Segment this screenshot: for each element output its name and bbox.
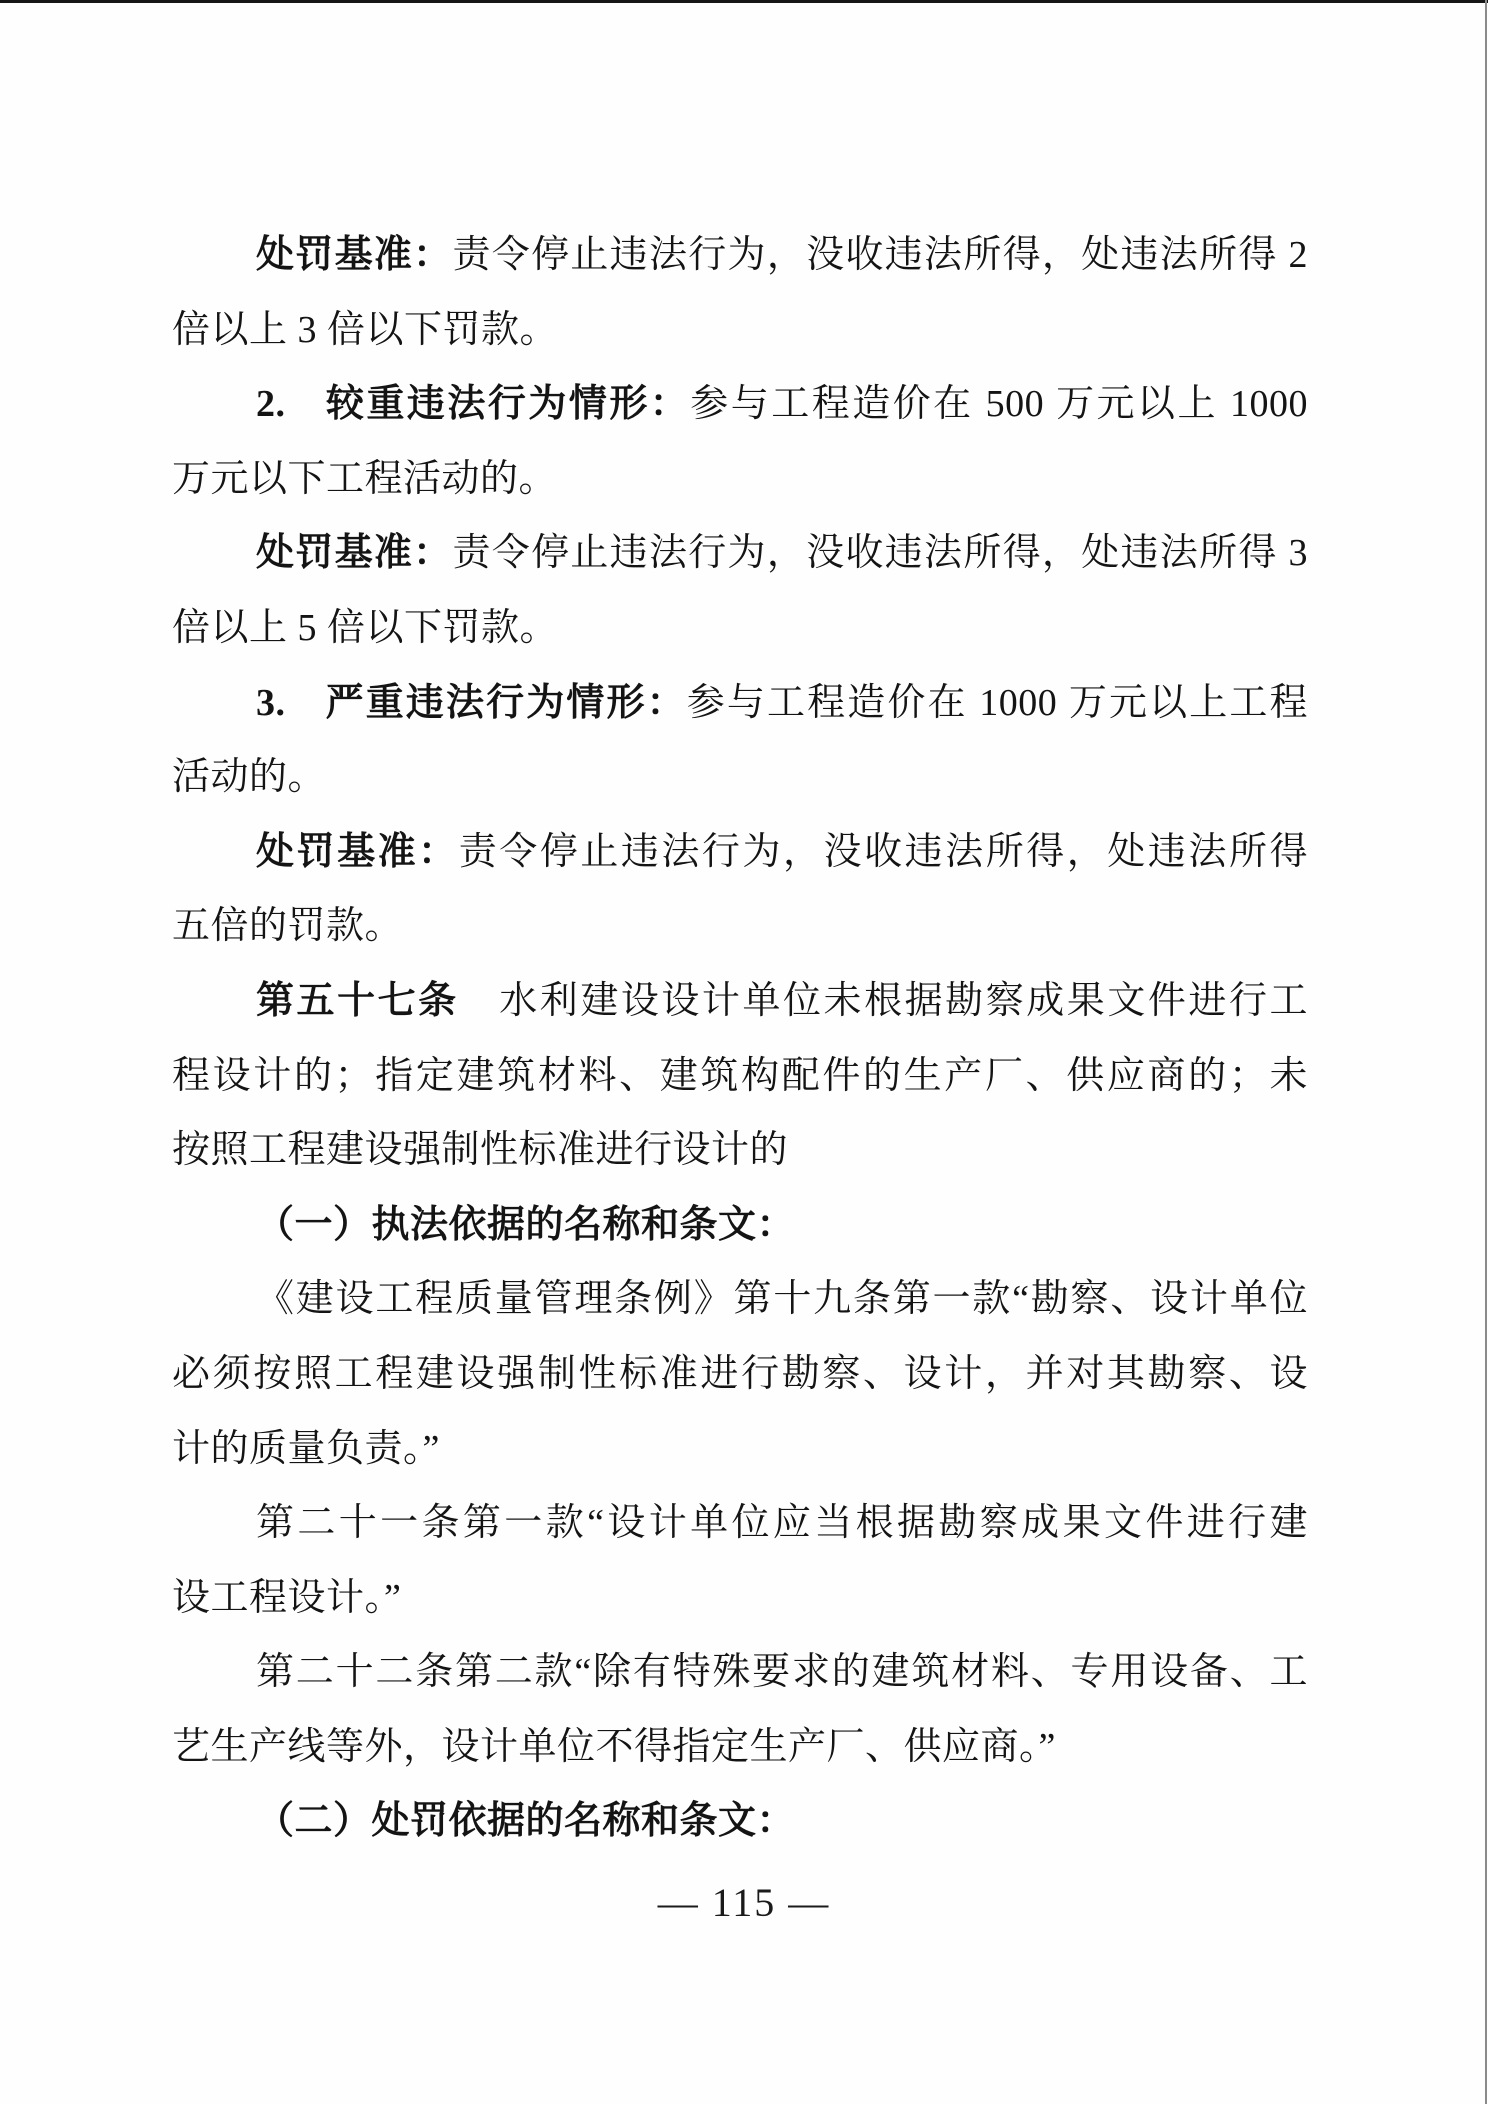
text-segment: 按照工程建设强制性标准进行设计的: [172, 1129, 789, 1172]
text-segment: 艺生产线等外，设计单位不得指定生产厂、供应商。”: [172, 1725, 1056, 1768]
text-segment: 万元以下工程活动的。: [172, 457, 558, 500]
text-line: [172, 1710, 1308, 1785]
text-segment: 设工程设计。”: [172, 1576, 402, 1619]
text-segment: 计的质量负责。”: [172, 1427, 440, 1470]
text-segment: 责令停止违法行为，没收违法所得，处违法所得 2: [452, 234, 1308, 276]
bold-text-segment: （二）处罚依据的名称和条文：: [256, 1800, 796, 1843]
text-line: [172, 442, 1308, 517]
text-segment: 责令停止违法行为，没收违法所得，处违法所得: [458, 830, 1308, 873]
text-line: [172, 1337, 1308, 1412]
bold-text-segment: 处罚基准：: [256, 830, 459, 873]
text-segment: 水利建设设计单位未根据勘察成果文件进行工: [458, 979, 1308, 1022]
text-line: [172, 889, 1308, 964]
text-segment: 倍以上 3 倍以下罚款。: [172, 308, 559, 351]
bold-text-segment: 处罚基准：: [256, 532, 453, 575]
text-line: [172, 740, 1308, 815]
text-segment: 参与工程造价在 500 万元以上 1000: [690, 383, 1308, 426]
text-segment: 第二十二条第二款“除有特殊要求的建筑材料、专用设备、工: [256, 1651, 1308, 1694]
text-segment: 程设计的；指定建筑材料、建筑构配件的生产厂、供应商的；未: [172, 1054, 1308, 1097]
text-segment: 活动的。: [172, 756, 327, 799]
text-segment: 必须按照工程建设强制性标准进行勘察、设计，并对其勘察、设: [172, 1352, 1308, 1395]
text-segment: 第二十一条第一款“设计单位应当根据勘察成果文件进行建: [256, 1502, 1308, 1545]
bold-text-segment: 2. 较重违法行为情形：: [256, 383, 691, 426]
bold-text-segment: 第五十七条: [256, 979, 459, 1022]
text-line: [172, 1561, 1308, 1636]
scan-right-edge-line: [1485, 0, 1487, 2104]
text-line: [172, 964, 1308, 1039]
text-column: [172, 218, 1308, 1859]
text-line: [172, 815, 1308, 890]
text-line: [172, 1412, 1308, 1487]
text-segment: 倍以上 5 倍以下罚款。: [172, 606, 559, 649]
text-line: [172, 1188, 1308, 1263]
page-number-label: — 115 —: [657, 1880, 831, 1925]
bold-text-segment: （一）执法依据的名称和条文：: [256, 1203, 796, 1246]
text-line: [172, 666, 1308, 741]
text-line: [172, 293, 1308, 368]
text-segment: 参与工程造价在 1000 万元以上工程: [686, 681, 1308, 724]
text-segment: 《建设工程质量管理条例》第十九条第一款“勘察、设计单位: [256, 1278, 1308, 1321]
bold-text-segment: 3. 严重违法行为情形：: [256, 681, 687, 724]
text-line: [172, 516, 1308, 591]
text-line: [172, 591, 1308, 666]
text-segment: 责令停止违法行为，没收违法所得，处违法所得 3: [452, 532, 1308, 575]
text-line: [172, 218, 1308, 293]
scan-top-edge-line: [0, 0, 1488, 3]
text-segment: 五倍的罚款。: [172, 905, 404, 948]
text-line: [172, 1113, 1308, 1188]
text-line: [172, 367, 1308, 442]
bold-text-segment: 处罚基准：: [256, 234, 453, 276]
text-line: [172, 1486, 1308, 1561]
text-line: [172, 1635, 1308, 1710]
text-line: [172, 1039, 1308, 1114]
text-line: [172, 1262, 1308, 1337]
page-number: [0, 1878, 1488, 1928]
text-line: [172, 1784, 1308, 1859]
